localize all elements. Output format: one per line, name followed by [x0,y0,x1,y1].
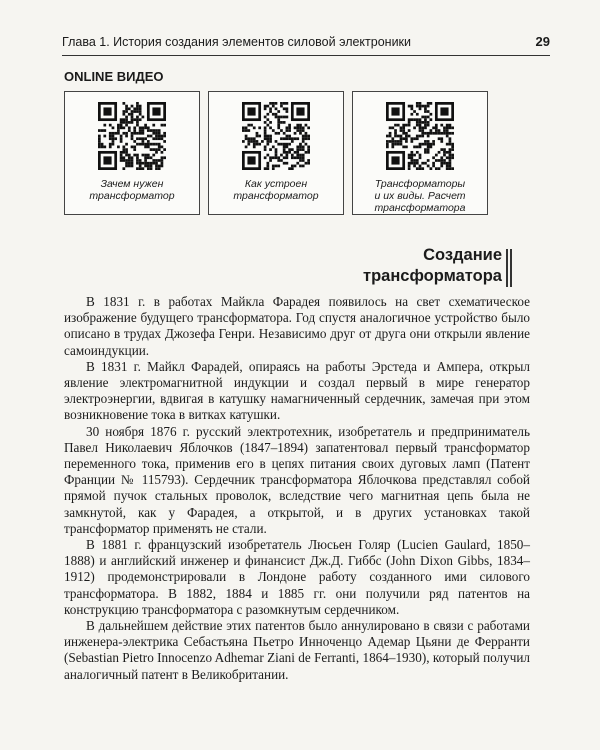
online-video-heading: ONLINE ВИДЕО [64,69,164,84]
video-card-2[interactable] [208,91,344,215]
paragraph: В 1881 г. французский изобретатель Люсьен Голяр (Lucien Gaulard, 1850–1888) и английский инженер и финансист Дж.Д. Гиббс (John Dixon Gibbs, 1834–1912) продемонстрировали в Лондоне работу созданного ими силового трансформатора. В 1882, 1884 и 1885 гг. они получили ряд патентов на конструкцию трансформатора с разомкнутым сердечником. [64,537,530,617]
section-bar [510,249,512,287]
video-card-3[interactable] [352,91,488,215]
qr-code-icon[interactable] [242,102,310,170]
section-bar [506,249,508,287]
page-number: 29 [535,34,550,49]
paragraph: В дальнейшем действие этих патентов было аннулировано в связи с работами инженера-электрика Себастьяна Пьетро Инноченцо Адемар Цьяни де Ферранти (Sebastian Pietro Innocenzo Adhemar Ziani de Ferranti, 1864–1930), который получил аналогичный патент в Великобритании. [64,618,530,682]
qr-code-icon[interactable] [386,102,454,170]
body-text [64,294,530,683]
running-header [62,34,550,56]
video-caption-1: Зачем нужен трансформатор [89,178,175,202]
paragraph: В 1831 г. в работах Майкла Фарадея появилось на свет схематическое изображение будущего трансформатора. Год спустя аналогичное устройство было описано в трудах Джозефа Генри. Независимо друг от друга они открыли явление самоиндукции. [64,294,530,358]
section-title: Создание трансформатора [362,246,502,285]
paragraph: В 1831 г. Майкл Фарадей, опираясь на работы Эрстеда и Ампера, открыл явление электромагнитной индукции и создал первый в мире генератор электроэнергии, вдвигая в катушку намагниченный сердечник, замечая при этом возникновение тока в витках катушки. [64,358,530,423]
paragraph: 30 ноября 1876 г. русский электротехник, изобретатель и предприниматель Павел Николаевич Яблочков (1847–1894) запатентовал первый трансформатор переменного тока, применив его в цепях питания своих дуговых ламп (Патент Франции № 115793). Сердечник трансформатора Яблочкова представлял собой прямой пучок стальных проволок, вследствие чего магнитная цепь была не замкнутой, как у Фарадея, а открытой, и в других установках такой трансформатор применять не стали. [64,423,530,536]
qr-code-icon[interactable] [98,102,166,170]
video-card-1[interactable] [64,91,200,215]
video-caption-3: Трансформаторы и их виды. Расчет трансформатора [374,178,466,214]
video-caption-2: Как устроен трансформатор [233,178,319,202]
chapter-title: Глава 1. История создания элементов силовой электроники [62,35,412,49]
